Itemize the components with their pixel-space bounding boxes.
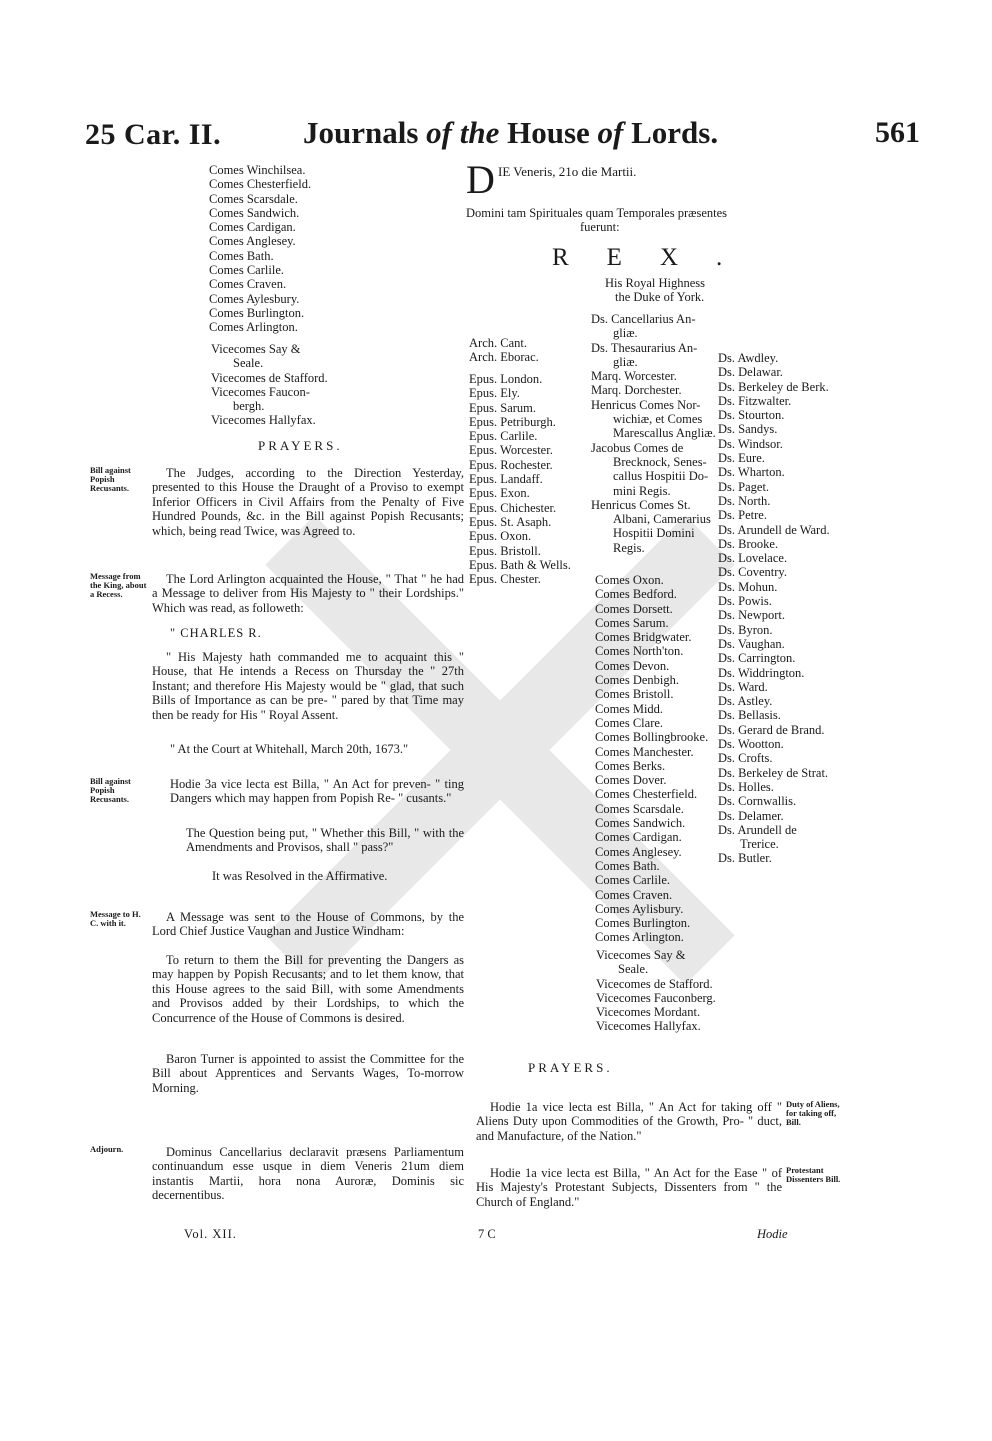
list-item: Comes Carlile.: [595, 873, 670, 888]
list-item: His Royal Highness: [605, 276, 705, 290]
list-item: Vicecomes Hallyfax.: [596, 1019, 701, 1034]
list-item: Comes Cardigan.: [595, 830, 682, 845]
resolved-affirmative: It was Resolved in the Affirmative.: [212, 869, 388, 883]
list-item: Seale.: [618, 962, 649, 977]
list-item: Vicecomes Hallyfax.: [211, 413, 316, 428]
list-item: Ds. Awdley.: [718, 351, 779, 365]
list-item: Ds. Astley.: [718, 694, 773, 709]
para-protestant-bill: Hodie 1a vice lecta est Billa, " An Act for the Ease " of His Majesty's Protestant Subjects, Dissenters from " the Church of England.": [476, 1166, 782, 1209]
para-royal-message: " His Majesty hath commanded me to acquaint this " House, that He intends a Recess on Thursday the " 27th Instant; and therefore His Majesty would be " glad, that such Bills of Importance as can be pre- " pared by that Time may then be ready for His " Royal Assent.: [152, 650, 464, 722]
list-item: Epus. Chester.: [469, 572, 541, 587]
para-aliens-bill: Hodie 1a vice lecta est Billa, " An Act for taking off " Aliens Duty upon Commodities of the Growth, Pro- " duct, and Manufacture, of the Nation.": [476, 1100, 782, 1143]
list-item: Ds. Lovelace.: [718, 551, 788, 566]
margin-note-bill-recusants: Bill against Popish Recusants.: [90, 465, 131, 493]
drop-cap: D: [466, 157, 495, 202]
list-item: Hospitii Domini: [613, 526, 695, 541]
margin-note-adjourn: Adjourn.: [90, 1144, 124, 1154]
para-message-commons: A Message was sent to the House of Commons, by the Lord Chief Justice Vaughan and Justice Windham:: [152, 910, 464, 939]
list-item: Comes Arlington.: [595, 930, 684, 945]
list-item: Comes Arlington.: [209, 320, 298, 335]
list-item: Comes Midd.: [595, 701, 664, 716]
list-item: Epus. Carlile.: [469, 429, 538, 444]
list-item: Vicecomes Faucon-: [211, 384, 310, 399]
list-item: Ds. Berkeley de Strat.: [718, 765, 829, 780]
archbishops-list: [469, 336, 539, 365]
list-item: Epus. St. Asaph.: [469, 514, 552, 529]
list-item: Brecknock, Senes-: [613, 454, 707, 469]
list-item: callus Hospitii Do-: [613, 469, 709, 484]
list-item: Comes Bridgwater.: [595, 630, 692, 645]
list-item: Ds. Vaughan.: [718, 636, 785, 651]
list-item: Ds. Wootton.: [718, 737, 784, 752]
list-item: Comes Bristoll.: [595, 687, 674, 702]
list-item: Epus. London.: [469, 372, 543, 386]
list-item: Ds. Arundell de Ward.: [718, 522, 830, 537]
list-item: Ds. Cornwallis.: [718, 794, 797, 809]
list-item: Comes Aylesbury.: [209, 291, 300, 306]
bishops-list: [469, 372, 571, 586]
margin-note-protestant: Protestant Dissenters Bill.: [786, 1165, 841, 1184]
list-item: Epus. Oxon.: [469, 529, 532, 544]
list-item: Marq. Dorchester.: [591, 383, 682, 398]
list-item: Epus. Rochester.: [469, 457, 553, 472]
list-item: Comes Scarsdale.: [595, 801, 684, 816]
list-item: Comes Burlington.: [595, 916, 691, 931]
margin-note-aliens: Duty of Aliens, for taking off, Bill.: [786, 1099, 840, 1127]
list-item: Comes Bath.: [209, 248, 274, 263]
footer-catchword: Hodie: [757, 1227, 788, 1241]
prayers-heading-left: PRAYERS.: [258, 438, 343, 453]
list-item: Ds. Carrington.: [718, 651, 796, 666]
list-item: Ds. Holles.: [718, 779, 774, 794]
officers-list: [591, 312, 716, 555]
margin-note-message-king: Message from the King, about a Recess.: [90, 571, 147, 599]
list-item: Ds. Berkeley de Berk.: [718, 379, 829, 394]
list-item: Ds. Eure.: [718, 451, 765, 466]
duke-of-york: [605, 276, 705, 305]
court-whitehall: " At the Court at Whitehall, March 20th, 1673.": [170, 742, 409, 756]
list-item: Comes Sarum.: [595, 615, 669, 630]
list-item: Ds. Thesaurarius An-: [591, 340, 698, 355]
barons-list: [718, 351, 830, 866]
list-item: Henricus Comes Nor-: [591, 397, 701, 412]
list-item: Comes Cardigan.: [209, 220, 296, 235]
list-item: Ds. North.: [718, 493, 771, 508]
list-item: Marescallus Angliæ.: [613, 426, 716, 441]
para-return-bill: To return to them the Bill for preventing the Dangers as may happen by Popish Recusants; and to let them know, that this House agrees to the said Bill, with some Amendments and Provisos added by their Lordships, to which the Concurrence of the House of Commons is desired.: [152, 953, 464, 1025]
list-item: Comes Chesterfield.: [209, 177, 312, 192]
list-item: mini Regis.: [613, 483, 671, 498]
list-item: Ds. Stourton.: [718, 408, 785, 423]
list-item: Comes Clare.: [595, 715, 664, 730]
list-item: gliæ.: [613, 354, 638, 369]
list-item: Ds. Petre.: [718, 508, 767, 523]
para-baron-turner: Baron Turner is appointed to assist the Committee for the Bill about Apprentices and Servants Wages, To-morrow Morning.: [152, 1052, 464, 1095]
list-item: Comes Scarsdale.: [209, 191, 298, 206]
list-item: Comes Berks.: [595, 758, 666, 773]
list-item: Comes Manchester.: [595, 744, 694, 759]
list-item: Marq. Worcester.: [591, 369, 677, 384]
date-line: IE Veneris, 21o die Martii.: [498, 164, 637, 179]
para-hodie-3: Hodie 3a vice lecta est Billa, " An Act for preven- " ting Dangers which may happen from Popish Re- " cusants.": [170, 777, 464, 806]
list-item: Ds. Windsor.: [718, 436, 783, 451]
list-item: Comes Bath.: [595, 858, 660, 873]
list-item: Comes Winchilsea.: [209, 163, 306, 177]
margin-note-message-commons: Message to H. C. with it.: [90, 909, 141, 928]
list-item: Jacobus Comes de: [591, 440, 684, 455]
list-item: Comes Anglesey.: [209, 234, 296, 249]
charles-r: " CHARLES R.: [170, 626, 262, 640]
list-item: Seale.: [233, 356, 264, 371]
list-item: Ds. Cancellarius An-: [591, 312, 696, 326]
list-item: Ds. Sandys.: [718, 422, 778, 437]
list-item: Comes Aylisbury.: [595, 901, 684, 916]
list-item: Epus. Bath & Wells.: [469, 557, 571, 572]
list-item: Ds. Newport.: [718, 608, 786, 623]
footer-signature: 7 C: [478, 1227, 496, 1241]
domini-line-2: fuerunt:: [580, 220, 620, 234]
para-question: The Question being put, " Whether this Bill, " with the Amendments and Provisos, shall " pass?": [186, 826, 464, 855]
list-item: Ds. Delamer.: [718, 808, 784, 823]
list-item: Epus. Worcester.: [469, 443, 553, 458]
list-item: Comes Craven.: [595, 887, 673, 902]
list-item: Comes Bollingbrooke.: [595, 730, 709, 745]
list-item: Comes Burlington.: [209, 305, 305, 320]
list-item: Ds. Delawar.: [718, 365, 783, 380]
header-regnal-year: 25 Car. II.: [85, 118, 222, 151]
list-item: Ds. Fitzwalter.: [718, 393, 792, 408]
list-item: Comes Sandwich.: [209, 205, 300, 220]
list-item: Epus. Petriburgh.: [469, 414, 556, 429]
list-item: Ds. Wharton.: [718, 465, 785, 480]
page-number: 561: [875, 116, 920, 149]
list-item: Epus. Sarum.: [469, 400, 537, 415]
left-vicecomes-list: [211, 342, 328, 428]
page-title: Journals of the House of Lords.: [303, 115, 719, 150]
list-item: Comes Bedford.: [595, 587, 677, 602]
list-item: gliæ.: [613, 326, 638, 341]
rex-heading: REX.: [552, 244, 761, 271]
list-item: Comes North'ton.: [595, 644, 684, 659]
para-arlington: The Lord Arlington acquainted the House, " That " he had a Message to deliver from His Majesty to " their Lordships." Which was read, as followeth:: [152, 572, 464, 615]
list-item: Ds. Ward.: [718, 679, 768, 694]
list-item: Ds. Gerard de Brand.: [718, 722, 825, 737]
list-item: Ds. Paget.: [718, 479, 770, 494]
list-item: Albani, Camerarius: [613, 512, 711, 527]
list-item: Epus. Ely.: [469, 386, 520, 401]
para-judges: The Judges, according to the Direction Yesterday, presented to this House the Draught of a Proviso to exempt Inferior Officers in Civil Affairs from the Penalty of Five Hundred Pounds, &c. in the Bill against Popish Recusants; which, being read Twice, was Agreed to.: [152, 466, 464, 538]
list-item: Ds. Arundell de: [718, 822, 797, 837]
list-item: Comes Dorsett.: [595, 601, 673, 616]
list-item: Comes Denbigh.: [595, 673, 680, 688]
footer-volume: Vol. XII.: [184, 1227, 237, 1241]
list-item: Comes Oxon.: [595, 573, 664, 587]
list-item: Comes Devon.: [595, 658, 670, 673]
list-item: Comes Dover.: [595, 773, 667, 788]
list-item: Vicecomes Mordant.: [596, 1005, 701, 1020]
list-item: Comes Craven.: [209, 277, 287, 292]
list-item: Henricus Comes St.: [591, 497, 691, 512]
list-item: Ds. Powis.: [718, 594, 772, 609]
list-item: Comes Carlile.: [209, 263, 284, 278]
list-item: bergh.: [233, 399, 265, 414]
list-item: Epus. Bristoll.: [469, 543, 541, 558]
vicecomes-list: [596, 948, 716, 1034]
list-item: wichiæ, et Comes: [613, 412, 703, 427]
list-item: Ds. Brooke.: [718, 536, 779, 551]
list-item: Vicecomes Say &: [596, 948, 686, 962]
para-adjourn: Dominus Cancellarius declaravit præsens Parliamentum continuandum esse usque in diem Veneris 21um diem instantis Martii, hora nona Auroræ, Dominis sic decernentibus.: [152, 1145, 464, 1203]
margin-note-bill-recusants-2: Bill against Popish Recusants.: [90, 776, 131, 804]
list-item: Trerice.: [740, 837, 779, 852]
domini-line-1: Domini tam Spirituales quam Temporales præsentes: [466, 206, 728, 220]
list-item: Ds. Bellasis.: [718, 708, 781, 723]
list-item: Regis.: [613, 540, 645, 555]
comes-list: [595, 573, 708, 945]
list-item: Ds. Byron.: [718, 622, 773, 637]
list-item: Vicecomes de Stafford.: [596, 976, 713, 991]
list-item: the Duke of York.: [615, 290, 705, 305]
list-item: Vicecomes de Stafford.: [211, 370, 328, 385]
list-item: Epus. Landaff.: [469, 472, 543, 487]
list-item: Ds. Butler.: [718, 851, 772, 866]
list-item: Ds. Widdrington.: [718, 665, 805, 680]
list-item: Comes Sandwich.: [595, 816, 686, 831]
list-item: Comes Anglesey.: [595, 844, 682, 859]
prayers-heading-right: PRAYERS.: [528, 1060, 613, 1075]
list-item: Vicecomes Say &: [211, 342, 301, 356]
left-comes-list: [209, 163, 311, 335]
list-item: Arch. Cant.: [469, 336, 527, 350]
list-item: Ds. Coventry.: [718, 565, 787, 580]
list-item: Ds. Mohun.: [718, 579, 778, 594]
list-item: Epus. Chichester.: [469, 500, 557, 515]
list-item: Comes Chesterfield.: [595, 787, 698, 802]
list-item: Vicecomes Fauconberg.: [596, 990, 716, 1005]
list-item: Epus. Exon.: [469, 486, 530, 501]
list-item: Arch. Eborac.: [469, 350, 539, 365]
list-item: Ds. Crofts.: [718, 751, 773, 766]
